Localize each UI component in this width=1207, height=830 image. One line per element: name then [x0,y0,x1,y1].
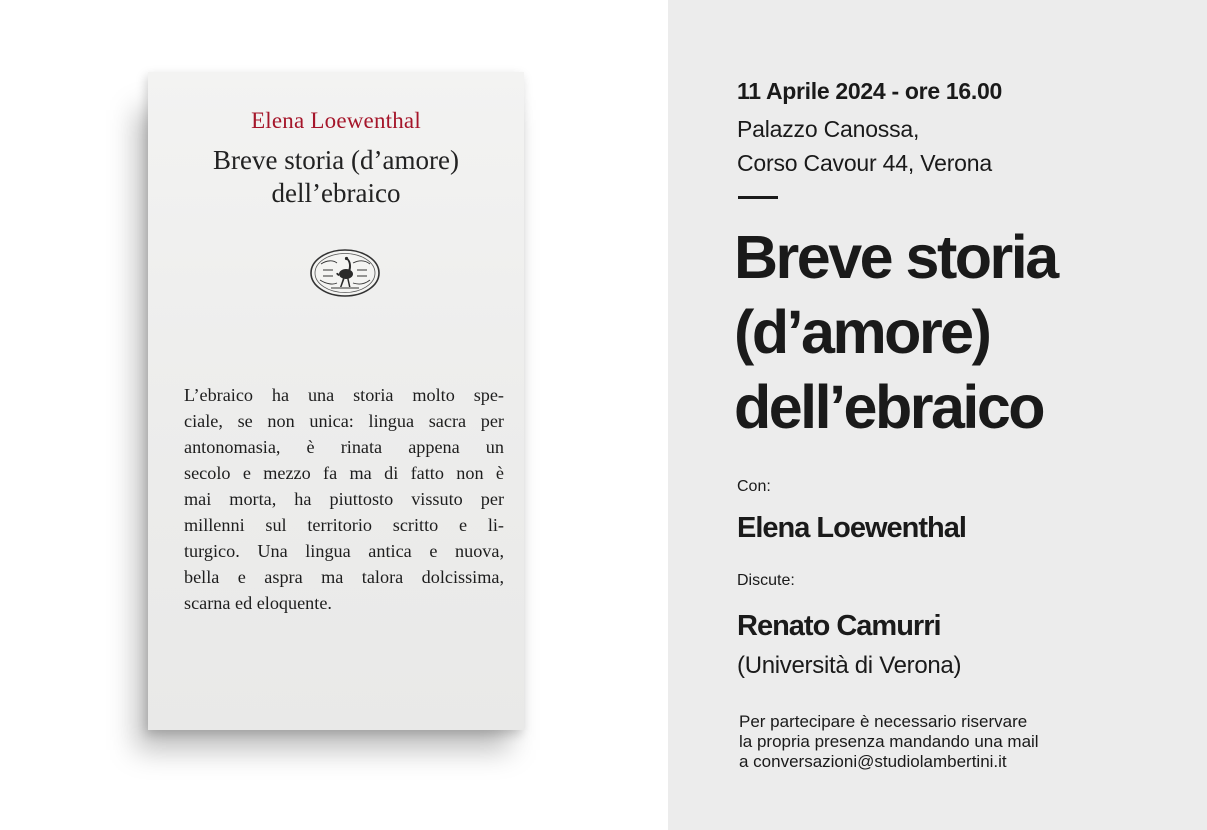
author-name: Elena Loewenthal [737,512,966,544]
book-cover [148,72,524,730]
with-label: Con: [737,478,771,495]
blurb-line: antonomasia, è rinata appena un [184,437,504,457]
divider [738,196,778,199]
event-title-line-3: dell’ebraico [734,373,1044,441]
rsvp-line-3: a conversazioni@studiolambertini.it [739,752,1007,771]
event-info-panel [668,0,1207,830]
book-blurb [184,382,504,616]
blurb-line: millenni sul territorio scritto e li- [184,515,504,535]
book-title [148,144,524,210]
venue-name: Palazzo Canossa, [737,116,920,142]
rsvp-line-1: Per partecipare è necessario riservare [739,712,1028,731]
blurb-line: turgico. Una lingua antica e nuova, [184,541,504,561]
blurb-line: mai morta, ha piuttosto vissuto per [184,489,504,509]
discussant-label: Discute: [737,572,795,589]
venue-address: Corso Cavour 44, Verona [737,150,992,176]
event-title-line-2: (d’amore) [734,298,990,366]
ostrich-seal-icon [309,248,381,298]
book-title-line-1: Breve storia (d’amore) [213,145,459,175]
book-title-line-2: dell’ebraico [271,178,401,208]
blurb-line: L’ebraico ha una storia molto spe- [184,385,504,405]
blurb-line: scarna ed eloquente. [184,593,332,613]
rsvp-text [739,712,1039,772]
event-title [734,220,1057,445]
book-author: Elena Loewenthal [251,108,421,133]
blurb-line: ciale, se non unica: lingua sacra per [184,411,504,431]
blurb-line: bella e aspra ma talora dolcissima, [184,567,504,587]
event-title-line-1: Breve storia [734,223,1057,291]
discussant-affiliation: (Università di Verona) [737,652,962,679]
discussant-name: Renato Camurri [737,610,941,642]
blurb-line: secolo e mezzo fa ma di fatto non è [184,463,504,483]
rsvp-line-2: la propria presenza mandando una mail [739,732,1039,751]
event-date: 11 Aprile 2024 - ore 16.00 [737,78,1002,104]
